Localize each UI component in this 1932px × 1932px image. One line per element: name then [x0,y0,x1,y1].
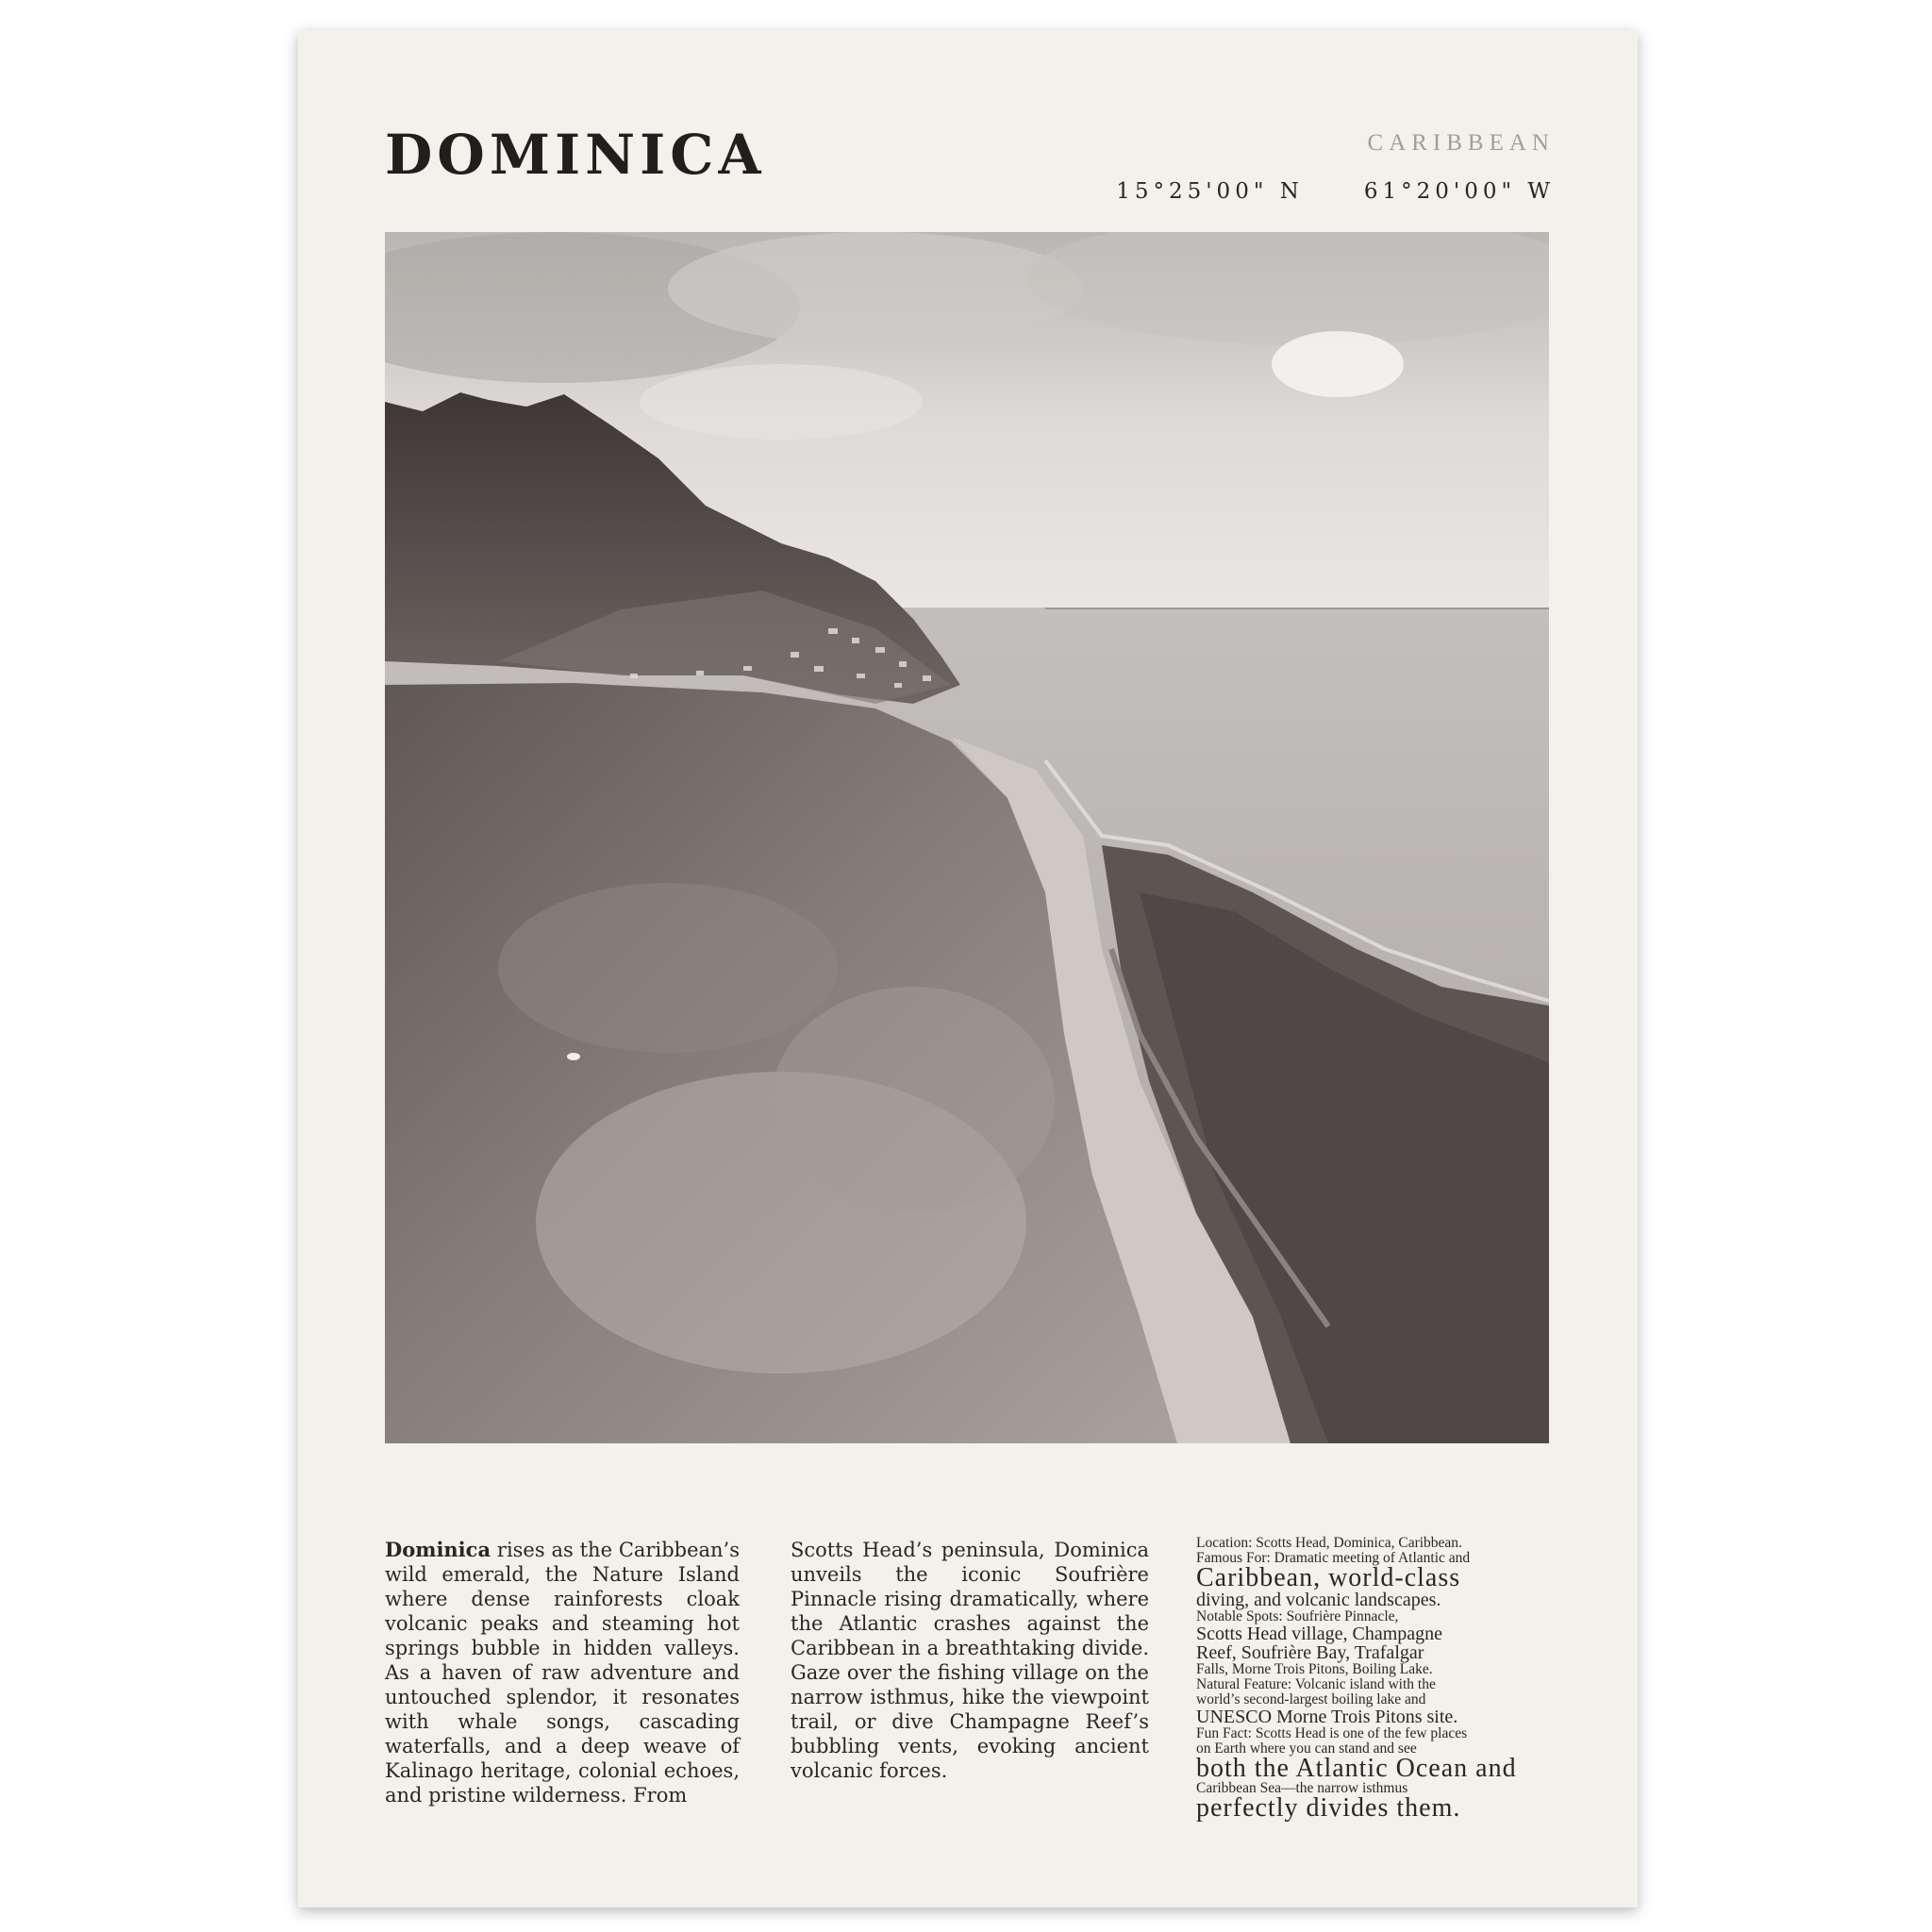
fact-line: on Earth where you can stand and see [1196,1740,1417,1757]
fact-line: Fun Fact: Scotts Head is one of the few places [1196,1725,1468,1741]
description-text-1: rises as the Caribbean’s wild emerald, the Nature Island where dense rainforests cloak volcanic peaks and steaming hot springs bubble in hidden valleys. As a haven of raw adventure and untouched splendor, it resonates with whale songs, cascading waterfalls, and a deep weave of Kalinago heritage, colonial echoes, and pristine wilderness. From [385,1539,740,1807]
fact-line: Caribbean Sea—the narrow isthmus [1196,1780,1408,1796]
page-title: DOMINICA [385,123,766,187]
fact-line: world’s second-largest boiling lake and [1196,1691,1426,1707]
description-text-2: Scotts Head’s peninsula, Dominica unveils the iconic Soufrière Pinnacle rising dramatically, where the Atlantic crashes against the Caribbean in a breathtaking divide. Gaze over the fishing village on the narrow isthmus, hike the viewpoint trail, or dive Champagne Reef’s bubbling vents, evoking ancient volcanic forces. [791,1539,1149,1782]
poster [298,30,1638,1907]
description-column-2 [791,1538,1149,1783]
photo-illustration [385,232,1549,1443]
coordinates [1116,179,1555,204]
fact-line: Famous For: Dramatic meeting of Atlantic and [1196,1550,1471,1566]
facts-column [1196,1536,1549,1821]
fact-line: Falls, Morne Trois Pitons, Boiling Lake. [1196,1661,1433,1677]
longitude: 61°20'00" W [1363,179,1555,204]
fact-line: perfectly divides them. [1196,1793,1461,1823]
description-column-1 [385,1538,740,1807]
fact-line: Notable Spots: Soufrière Pinnacle, [1196,1608,1399,1624]
fact-line: UNESCO Morne Trois Pitons site. [1196,1707,1458,1727]
fact-line: Reef, Soufrière Bay, Trafalgar [1196,1642,1424,1663]
fact-line: diving, and volcanic landscapes. [1196,1590,1441,1610]
fact-line: Natural Feature: Volcanic island with the [1196,1676,1436,1692]
description-lead: Dominica [385,1538,491,1561]
fact-line: both the Atlantic Ocean and [1196,1754,1517,1783]
landscape-photo [385,232,1549,1443]
fact-line: Location: Scotts Head, Dominica, Caribbean. [1196,1535,1462,1551]
fact-line: Caribbean, world-class [1196,1563,1461,1592]
fact-line: Scotts Head village, Champagne [1196,1624,1443,1644]
latitude: 15°25'00" N [1116,179,1304,204]
region-label: CARIBBEAN [1367,130,1555,156]
